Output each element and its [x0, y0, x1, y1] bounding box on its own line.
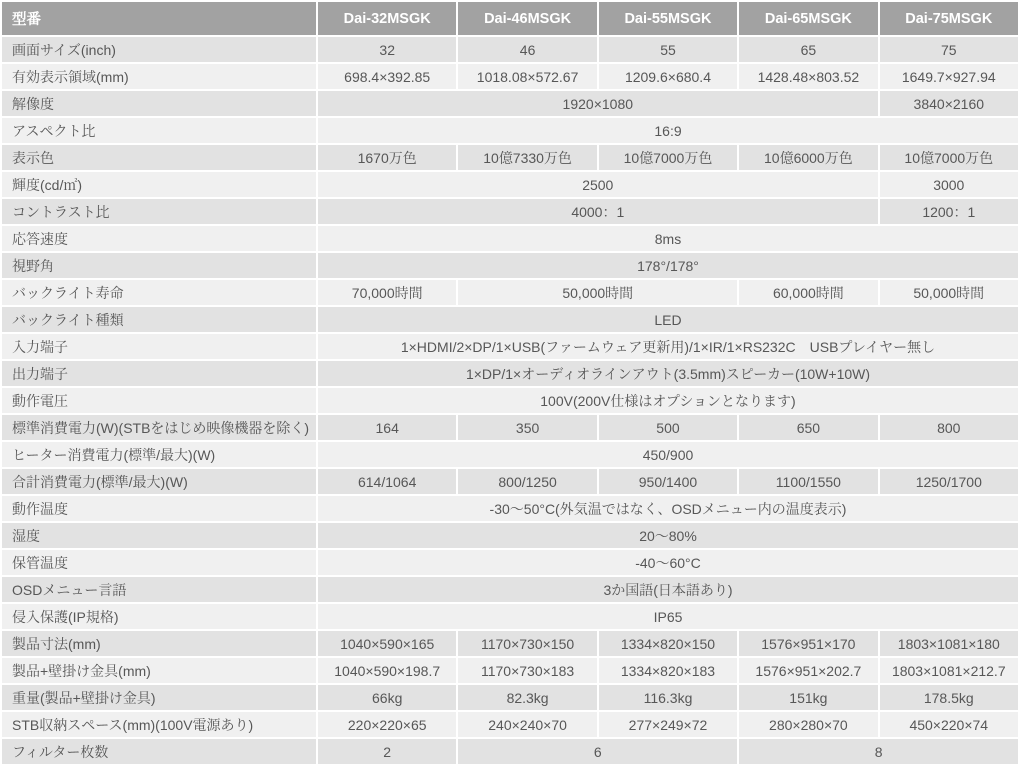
table-row: [2, 172, 1018, 197]
table-row: [2, 280, 1018, 305]
spec-value-cell: 614/1064: [318, 469, 456, 494]
spec-value-cell: 8ms: [318, 226, 1018, 251]
table-row: [2, 253, 1018, 278]
spec-value-cell: -30〜50°C(外気温ではなく、OSDメニュー内の温度表示): [318, 496, 1018, 521]
spec-value-cell: 650: [739, 415, 877, 440]
spec-value-cell: 450×220×74: [880, 712, 1018, 737]
spec-value-cell: 50,000時間: [458, 280, 737, 305]
spec-row-label: 入力端子: [2, 334, 316, 359]
spec-value-cell: 280×280×70: [739, 712, 877, 737]
spec-value-cell: 1170×730×183: [458, 658, 596, 683]
spec-row-label: バックライト種類: [2, 307, 316, 332]
spec-value-cell: 50,000時間: [880, 280, 1018, 305]
table-row: [2, 361, 1018, 386]
spec-value-cell: 1040×590×165: [318, 631, 456, 656]
spec-value-cell: 1209.6×680.4: [599, 64, 737, 89]
spec-value-cell: 75: [880, 37, 1018, 62]
spec-row-label: STB収納スペース(mm)(100V電源あり): [2, 712, 316, 737]
spec-value-cell: 1040×590×198.7: [318, 658, 456, 683]
table-row: [2, 307, 1018, 332]
spec-row-label: フィルター枚数: [2, 739, 316, 764]
spec-value-cell: 4000：1: [318, 199, 878, 224]
spec-row-label: 有効表示領域(mm): [2, 64, 316, 89]
table-row: [2, 442, 1018, 467]
spec-value-cell: 55: [599, 37, 737, 62]
spec-value-cell: 10億7000万色: [880, 145, 1018, 170]
spec-value-cell: 70,000時間: [318, 280, 456, 305]
table-row: [2, 91, 1018, 116]
spec-value-cell: IP65: [318, 604, 1018, 629]
spec-value-cell: 1018.08×572.67: [458, 64, 596, 89]
table-row: [2, 334, 1018, 359]
spec-value-cell: 178°/178°: [318, 253, 1018, 278]
spec-value-cell: 82.3kg: [458, 685, 596, 710]
spec-value-cell: 16:9: [318, 118, 1018, 143]
spec-value-cell: 240×240×70: [458, 712, 596, 737]
table-row: [2, 226, 1018, 251]
spec-value-cell: 1100/1550: [739, 469, 877, 494]
spec-value-cell: 1920×1080: [318, 91, 878, 116]
table-row: [2, 631, 1018, 656]
spec-row-label: OSDメニュー言語: [2, 577, 316, 602]
spec-value-cell: 100V(200V仕様はオプションとなります): [318, 388, 1018, 413]
spec-row-label: 製品+壁掛け金具(mm): [2, 658, 316, 683]
spec-value-cell: 65: [739, 37, 877, 62]
spec-row-label: 標準消費電力(W)(STBをはじめ映像機器を除く): [2, 415, 316, 440]
table-row: [2, 388, 1018, 413]
spec-value-cell: 800/1250: [458, 469, 596, 494]
spec-row-label: アスペクト比: [2, 118, 316, 143]
spec-row-label: ヒーター消費電力(標準/最大)(W): [2, 442, 316, 467]
spec-value-cell: 1649.7×927.94: [880, 64, 1018, 89]
spec-value-cell: 60,000時間: [739, 280, 877, 305]
spec-row-label: 視野角: [2, 253, 316, 278]
table-row: [2, 712, 1018, 737]
table-row: [2, 145, 1018, 170]
table-row: [2, 64, 1018, 89]
spec-row-label: 重量(製品+壁掛け金具): [2, 685, 316, 710]
spec-value-cell: 350: [458, 415, 596, 440]
spec-row-label: バックライト寿命: [2, 280, 316, 305]
spec-table-body: [2, 37, 1018, 764]
spec-value-cell: 1803×1081×180: [880, 631, 1018, 656]
spec-row-label: 出力端子: [2, 361, 316, 386]
spec-value-cell: 950/1400: [599, 469, 737, 494]
spec-row-label: 動作電圧: [2, 388, 316, 413]
spec-value-cell: 2500: [318, 172, 878, 197]
table-row: [2, 658, 1018, 683]
spec-value-cell: 3か国語(日本語あり): [318, 577, 1018, 602]
spec-row-label: 輝度(cd/㎡): [2, 172, 316, 197]
spec-value-cell: 3000: [880, 172, 1018, 197]
table-row: [2, 37, 1018, 62]
spec-value-cell: 220×220×65: [318, 712, 456, 737]
spec-value-cell: 1576×951×202.7: [739, 658, 877, 683]
spec-value-cell: 1170×730×150: [458, 631, 596, 656]
spec-value-cell: 450/900: [318, 442, 1018, 467]
table-row: [2, 577, 1018, 602]
spec-row-label: コントラスト比: [2, 199, 316, 224]
spec-value-cell: 10億7000万色: [599, 145, 737, 170]
column-header-dai-46msgk: Dai-46MSGK: [458, 2, 596, 35]
spec-row-label: 湿度: [2, 523, 316, 548]
spec-value-cell: 1428.48×803.52: [739, 64, 877, 89]
table-row: [2, 604, 1018, 629]
spec-value-cell: 277×249×72: [599, 712, 737, 737]
table-row: [2, 550, 1018, 575]
spec-value-cell: 1250/1700: [880, 469, 1018, 494]
table-row: [2, 739, 1018, 764]
spec-value-cell: 8: [739, 739, 1018, 764]
spec-row-label: 製品寸法(mm): [2, 631, 316, 656]
spec-value-cell: 32: [318, 37, 456, 62]
spec-value-cell: 3840×2160: [880, 91, 1018, 116]
column-header-dai-55msgk: Dai-55MSGK: [599, 2, 737, 35]
spec-value-cell: 500: [599, 415, 737, 440]
spec-row-label: 解像度: [2, 91, 316, 116]
column-header-dai-32msgk: Dai-32MSGK: [318, 2, 456, 35]
spec-value-cell: 800: [880, 415, 1018, 440]
spec-value-cell: 1×HDMI/2×DP/1×USB(ファームウェア更新用)/1×IR/1×RS232C USBプレイヤー無し: [318, 334, 1018, 359]
spec-value-cell: 1803×1081×212.7: [880, 658, 1018, 683]
spec-value-cell: LED: [318, 307, 1018, 332]
spec-row-label: 侵入保護(IP規格): [2, 604, 316, 629]
spec-value-cell: 1334×820×150: [599, 631, 737, 656]
spec-row-label: 動作温度: [2, 496, 316, 521]
spec-row-label: 合計消費電力(標準/最大)(W): [2, 469, 316, 494]
spec-value-cell: 178.5kg: [880, 685, 1018, 710]
spec-value-cell: 46: [458, 37, 596, 62]
spec-value-cell: 1200：1: [880, 199, 1018, 224]
table-header-row: [2, 2, 1018, 35]
spec-value-cell: 151kg: [739, 685, 877, 710]
table-row: [2, 496, 1018, 521]
spec-value-cell: 2: [318, 739, 456, 764]
spec-value-cell: -40〜60°C: [318, 550, 1018, 575]
table-row: [2, 118, 1018, 143]
spec-row-label: 表示色: [2, 145, 316, 170]
spec-value-cell: 10億7330万色: [458, 145, 596, 170]
table-row: [2, 199, 1018, 224]
spec-value-cell: 6: [458, 739, 737, 764]
table-row: [2, 685, 1018, 710]
spec-value-cell: 10億6000万色: [739, 145, 877, 170]
table-row: [2, 415, 1018, 440]
spec-row-label: 保管温度: [2, 550, 316, 575]
spec-value-cell: 1334×820×183: [599, 658, 737, 683]
spec-value-cell: 1670万色: [318, 145, 456, 170]
spec-value-cell: 1576×951×170: [739, 631, 877, 656]
spec-value-cell: 698.4×392.85: [318, 64, 456, 89]
spec-value-cell: 116.3kg: [599, 685, 737, 710]
table-row: [2, 469, 1018, 494]
spec-value-cell: 1×DP/1×オーディオラインアウト(3.5mm)スピーカー(10W+10W): [318, 361, 1018, 386]
spec-row-label: 応答速度: [2, 226, 316, 251]
spec-value-cell: 66kg: [318, 685, 456, 710]
spec-row-label: 画面サイズ(inch): [2, 37, 316, 62]
column-header-model-number: 型番: [2, 2, 316, 35]
spec-value-cell: 20〜80%: [318, 523, 1018, 548]
spec-value-cell: 164: [318, 415, 456, 440]
column-header-dai-75msgk: Dai-75MSGK: [880, 2, 1018, 35]
table-row: [2, 523, 1018, 548]
column-header-dai-65msgk: Dai-65MSGK: [739, 2, 877, 35]
